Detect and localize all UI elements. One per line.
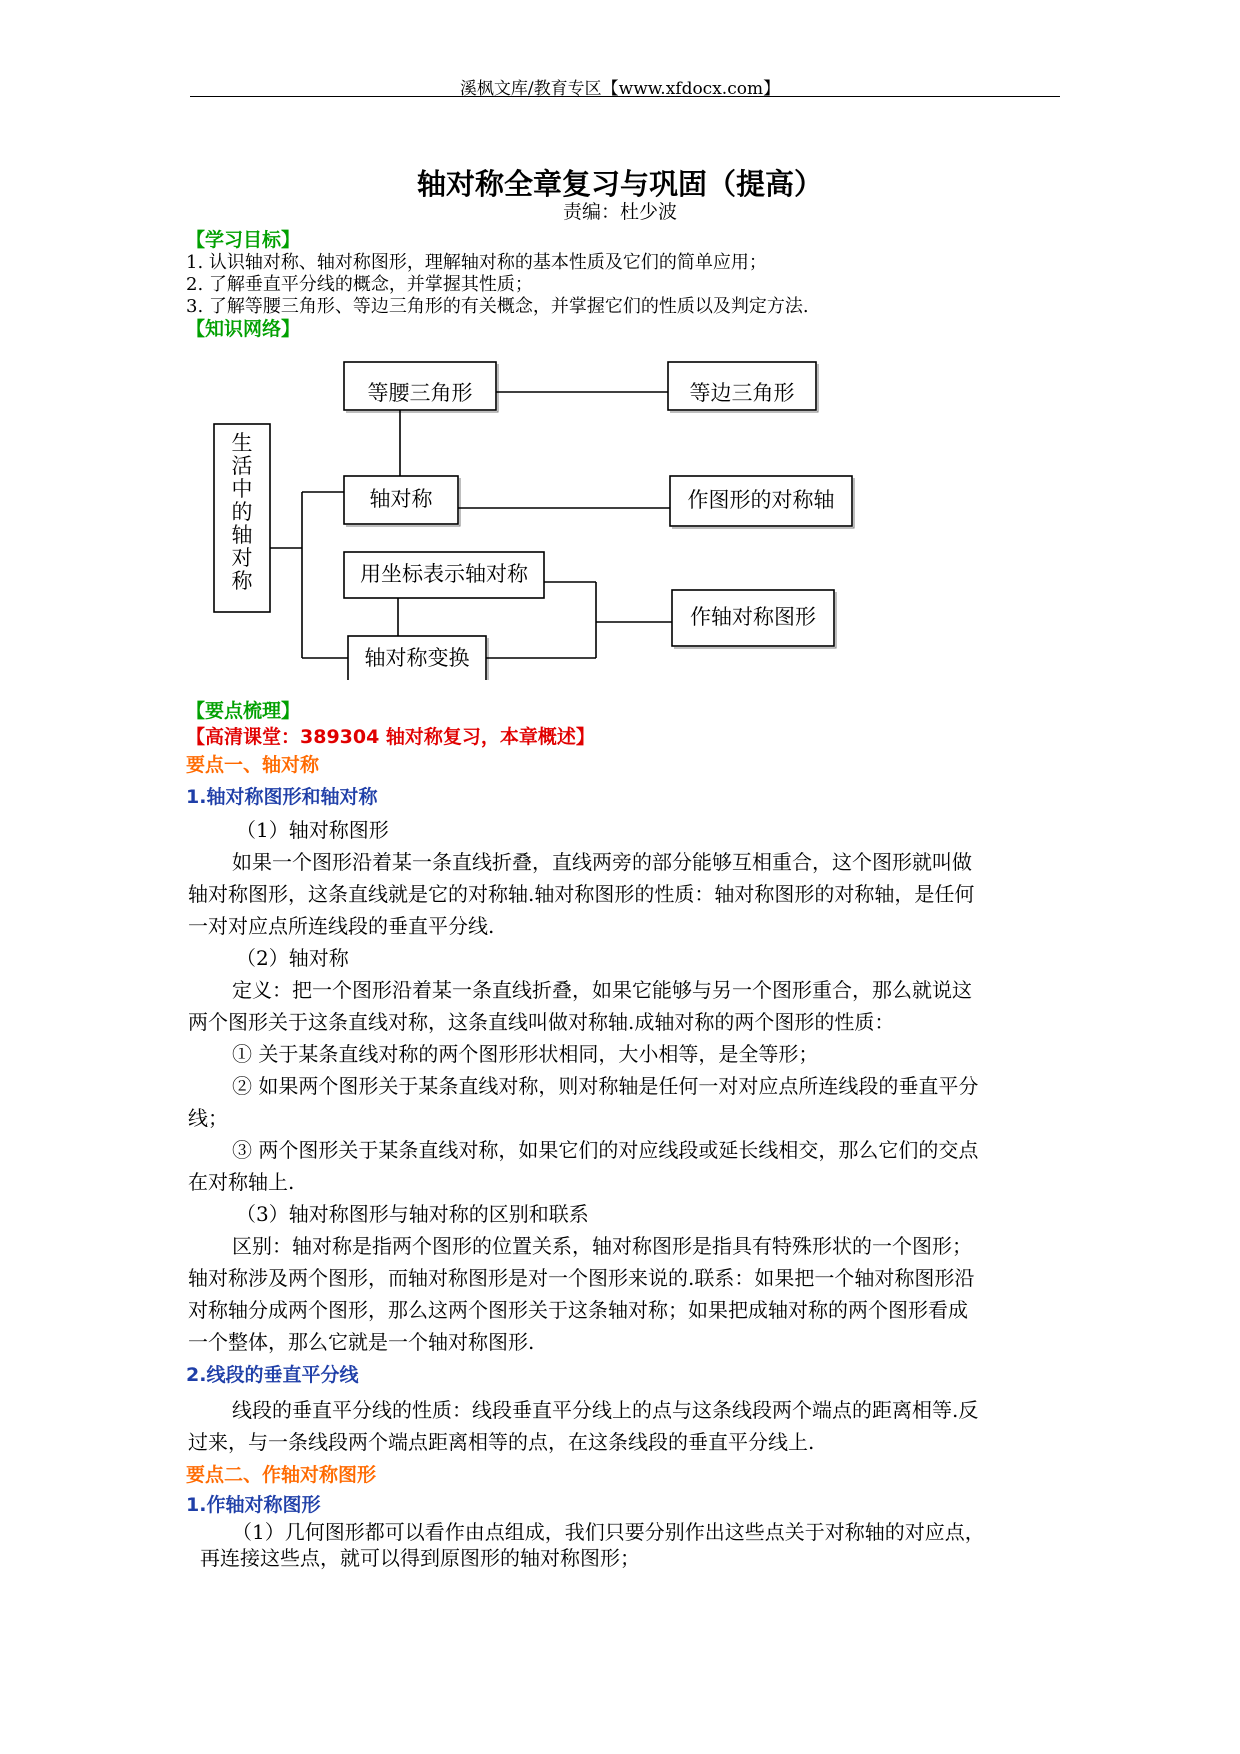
vertical-char-2: 活 bbox=[231, 454, 253, 478]
s1-3-line-4: 一个整体，那么它就是一个轴对称图形. bbox=[188, 1330, 535, 1354]
s1-2-line-4: ② 如果两个图形关于某条直线对称，则对称轴是任何一对对应点所连线段的垂直平分 bbox=[232, 1074, 979, 1098]
label-coordinates: 用坐标表示轴对称 bbox=[360, 562, 528, 586]
s1-3-title: （3）轴对称图形与轴对称的区别和联系 bbox=[236, 1202, 589, 1226]
page-header: 溪枫文库/教育专区【www.xfdocx.com】 bbox=[459, 79, 781, 99]
vertical-char-6: 对 bbox=[231, 546, 253, 570]
label-draw-axis: 作图形的对称轴 bbox=[687, 488, 835, 512]
s1-2-line-1: 定义：把一个图形沿着某一条直线折叠，如果它能够与另一个图形重合，那么就说这 bbox=[232, 978, 972, 1002]
document-title: 轴对称全章复习与巩固（提高） bbox=[416, 167, 823, 201]
vertical-char-3: 中 bbox=[231, 477, 253, 501]
objectives-heading: 【学习目标】 bbox=[186, 229, 301, 251]
point1-heading: 要点一、轴对称 bbox=[186, 754, 320, 776]
s1-2-line-3: ① 关于某条直线对称的两个图形形状相同，大小相等，是全等形； bbox=[232, 1042, 819, 1066]
objective-item-2: 2. 了解垂直平分线的概念，并掌握其性质； bbox=[186, 274, 533, 295]
s1-2-line-5: 线； bbox=[188, 1106, 228, 1130]
s2-line-2: 过来，与一条线段两个端点距离相等的点，在这条线段的垂直平分线上. bbox=[188, 1430, 815, 1454]
vertical-char-7: 称 bbox=[231, 569, 253, 593]
s1-3-line-3: 对称轴分成两个图形，那么这两个图形关于这条轴对称；如果把成轴对称的两个图形看成 bbox=[188, 1298, 968, 1322]
s1-3-line-2: 轴对称涉及两个图形，而轴对称图形是对一个图形来说的.联系：如果把一个轴对称图形沿 bbox=[188, 1266, 975, 1290]
s1-2-line-6: ③ 两个图形关于某条直线对称，如果它们的对应线段或延长线相交，那么它们的交点 bbox=[232, 1138, 979, 1162]
objective-item-1: 1. 认识轴对称、轴对称图形，理解轴对称的基本性质及它们的简单应用； bbox=[186, 252, 767, 273]
label-axis-symmetry: 轴对称 bbox=[369, 487, 433, 511]
point2-heading: 要点二、作轴对称图形 bbox=[186, 1464, 377, 1486]
label-isosceles: 等腰三角形 bbox=[367, 381, 473, 405]
objective-item-3: 3. 了解等腰三角形、等边三角形的有关概念，并掌握它们的性质以及判定方法. bbox=[186, 296, 809, 317]
s1-2-title: （2）轴对称 bbox=[236, 946, 349, 970]
s1-1-line-2: 轴对称图形，这条直线就是它的对称轴.轴对称图形的性质：轴对称图形的对称轴，是任何 bbox=[188, 882, 975, 906]
sub1-heading: 1.轴对称图形和轴对称 bbox=[186, 786, 378, 808]
header-divider bbox=[190, 96, 1060, 97]
s2-line-1: 线段的垂直平分线的性质：线段垂直平分线上的点与这条线段两个端点的距离相等.反 bbox=[232, 1398, 979, 1422]
document-author: 责编：杜少波 bbox=[562, 201, 677, 223]
vertical-char-1: 生 bbox=[231, 431, 253, 455]
label-equilateral: 等边三角形 bbox=[689, 381, 795, 405]
network-heading: 【知识网络】 bbox=[186, 318, 301, 340]
hd-class-link[interactable]: 【高清课堂：389304 轴对称复习，本章概述】 bbox=[186, 726, 595, 748]
s3-line-2: 再连接这些点，就可以得到原图形的轴对称图形； bbox=[200, 1546, 640, 1570]
s1-1-title: （1）轴对称图形 bbox=[236, 818, 389, 842]
s1-3-line-1: 区别：轴对称是指两个图形的位置关系，轴对称图形是指具有特殊形状的一个图形； bbox=[232, 1234, 972, 1258]
s3-line-1: （1）几何图形都可以看作由点组成，我们只要分别作出这些点关于对称轴的对应点， bbox=[232, 1520, 985, 1544]
label-transform: 轴对称变换 bbox=[364, 646, 470, 670]
vertical-char-4: 的 bbox=[231, 500, 253, 524]
s1-1-line-1: 如果一个图形沿着某一条直线折叠，直线两旁的部分能够互相重合，这个图形就叫做 bbox=[232, 850, 972, 874]
knowledge-network-diagram bbox=[0, 340, 1240, 680]
vertical-char-5: 轴 bbox=[231, 523, 253, 547]
s1-2-line-7: 在对称轴上. bbox=[188, 1170, 295, 1194]
s1-2-line-2: 两个图形关于这条直线对称，这条直线叫做对称轴.成轴对称的两个图形的性质： bbox=[188, 1010, 895, 1034]
sub3-heading: 1.作轴对称图形 bbox=[186, 1494, 321, 1516]
sub2-heading: 2.线段的垂直平分线 bbox=[186, 1364, 359, 1386]
s1-1-line-3: 一对对应点所连线段的垂直平分线. bbox=[188, 914, 495, 938]
points-heading: 【要点梳理】 bbox=[186, 700, 301, 722]
label-draw-figure: 作轴对称图形 bbox=[690, 605, 816, 629]
